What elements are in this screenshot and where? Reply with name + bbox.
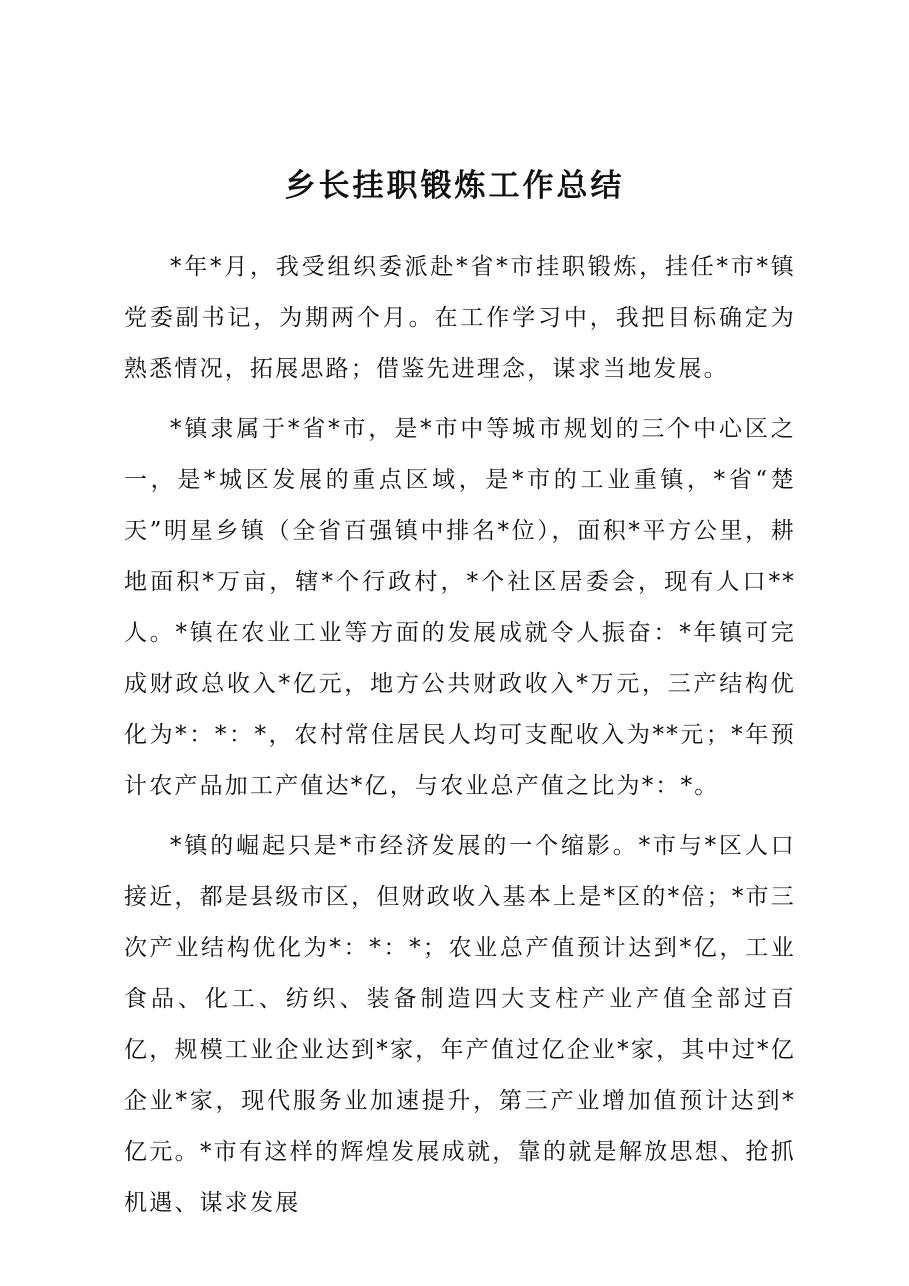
paragraph-2: *镇隶属于*省*市，是*市中等城市规划的三个中心区之一，是*城区发展的重点区域，是*市的工业重镇，*省“楚天”明星乡镇（全省百强镇中排名*位），面积*平方公里，耕地面积*万亩，辖*个行政村，*个社区居委会，现有人口**人。*镇在农业工业等方面的发展成就令人振奋：*年镇可完成财政总收入*亿元，地方公共财政收入*万元，三产结构优化为*：*：*，农村常住居民人均可支配收入为**元；*年预计农产品加工产值达*亿，与农业总产值之比为*：*。 [124,416,796,799]
document-title: 乡长挂职锻炼工作总结 [284,168,625,204]
paragraph-1: *年*月，我受组织委派赴*省*市挂职锻炼，挂任*市*镇党委副书记，为期两个月。在工作学习中，我把目标确定为熟悉情况，拓展思路；借鉴先进理念，谋求当地发展。 [124,254,796,382]
paragraph-3: *镇的崛起只是*市经济发展的一个缩影。*市与*区人口接近，都是县级市区，但财政收入基本上是*区的*倍；*市三次产业结构优化为*：*：*；农业总产值预计达到*亿，工业食品、化工、纺织、装备制造四大支柱产业产值全部过百亿，规模工业企业达到*家，年产值过亿企业*家，其中过*亿企业*家，现代服务业加速提升，第三产业增加值预计达到*亿元。*市有这样的辉煌发展成就，靠的就是解放思想、抢抓机遇、谋求发展 [124,833,796,1216]
document-body [124,242,796,1238]
